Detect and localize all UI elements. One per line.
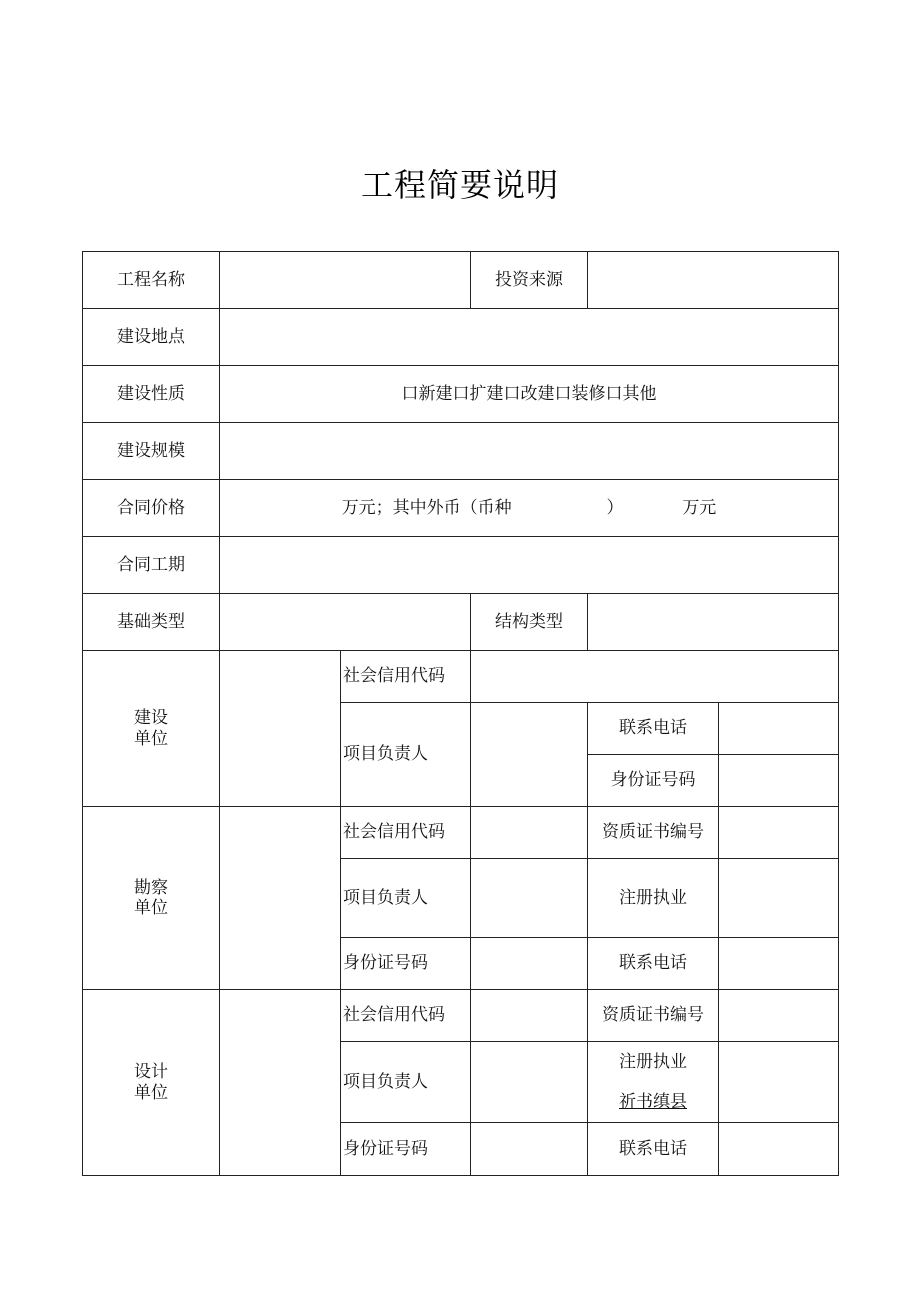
- page-title: 工程简要说明: [360, 166, 559, 204]
- scale-field[interactable]: [220, 423, 839, 480]
- construction-unit-row-1: [83, 651, 839, 703]
- project-name-field[interactable]: [220, 252, 471, 309]
- design-unit-label: 设计 单位: [83, 990, 220, 1176]
- survey-project-leader-label: 项目负责人: [341, 859, 471, 938]
- design-phone-field[interactable]: [719, 1123, 839, 1176]
- row-nature: [83, 366, 839, 423]
- survey-unit-row-1: [83, 807, 839, 859]
- survey-unit-label: 勘察 单位: [83, 807, 220, 990]
- contract-price-field[interactable]: [220, 480, 839, 537]
- row-scale: [83, 423, 839, 480]
- survey-credit-code-label: 社会信用代码: [341, 807, 471, 859]
- design-phone-label: 联系电话: [588, 1123, 719, 1176]
- construction-phone-field[interactable]: [719, 703, 839, 755]
- structure-type-label: 结构类型: [471, 594, 588, 651]
- design-id-number-field[interactable]: [471, 1123, 588, 1176]
- survey-phone-label: 联系电话: [588, 938, 719, 990]
- site-field[interactable]: [220, 309, 839, 366]
- survey-qualification-cert-label: 资质证书编号: [588, 807, 719, 859]
- row-contract-period: [83, 537, 839, 594]
- survey-qualification-cert-field[interactable]: [719, 807, 839, 859]
- survey-project-leader-field[interactable]: [471, 859, 588, 938]
- survey-id-number-label: 身份证号码: [341, 938, 471, 990]
- contract-price-text-3: 万元: [682, 497, 717, 518]
- project-summary-form: [82, 251, 839, 1176]
- survey-id-number-field[interactable]: [471, 938, 588, 990]
- construction-unit-name-field[interactable]: [220, 651, 341, 807]
- scale-label: 建设规模: [83, 423, 220, 480]
- investment-source-field[interactable]: [588, 252, 839, 309]
- contract-period-field[interactable]: [220, 537, 839, 594]
- contract-price-text-1: 万元；其中外币（币种: [341, 497, 512, 518]
- survey-unit-name-field[interactable]: [220, 807, 341, 990]
- contract-price-label: 合同价格: [83, 480, 220, 537]
- design-qualification-cert-field[interactable]: [719, 990, 839, 1042]
- contract-period-label: 合同工期: [83, 537, 220, 594]
- structure-type-field[interactable]: [588, 594, 839, 651]
- nature-options[interactable]: 口新建口扩建口改建口装修口其他: [220, 366, 839, 423]
- construction-id-number-label: 身份证号码: [588, 755, 719, 807]
- survey-phone-field[interactable]: [719, 938, 839, 990]
- construction-credit-code-label: 社会信用代码: [341, 651, 471, 703]
- row-contract-price: [83, 480, 839, 537]
- survey-registered-practice-label: 注册执业: [588, 859, 719, 938]
- contract-price-text-2: ）: [606, 497, 624, 518]
- design-id-number-label: 身份证号码: [341, 1123, 471, 1176]
- design-credit-code-label: 社会信用代码: [341, 990, 471, 1042]
- design-credit-code-field[interactable]: [471, 990, 588, 1042]
- nature-label: 建设性质: [83, 366, 220, 423]
- survey-registered-practice-field[interactable]: [719, 859, 839, 938]
- survey-credit-code-field[interactable]: [471, 807, 588, 859]
- design-unit-name-field[interactable]: [220, 990, 341, 1176]
- construction-id-number-field[interactable]: [719, 755, 839, 807]
- construction-project-leader-field[interactable]: [471, 703, 588, 807]
- row-project-name: [83, 252, 839, 309]
- construction-project-leader-label: 项目负责人: [341, 703, 471, 807]
- row-foundation-structure: [83, 594, 839, 651]
- row-site: [83, 309, 839, 366]
- foundation-type-field[interactable]: [220, 594, 471, 651]
- construction-unit-label: 建设 单位: [83, 651, 220, 807]
- investment-source-label: 投资来源: [471, 252, 588, 309]
- project-name-label: 工程名称: [83, 252, 220, 309]
- design-project-leader-field[interactable]: [471, 1042, 588, 1123]
- design-registered-practice-field[interactable]: [719, 1042, 839, 1123]
- design-project-leader-label: 项目负责人: [341, 1042, 471, 1123]
- site-label: 建设地点: [83, 309, 220, 366]
- construction-credit-code-field[interactable]: [471, 651, 839, 703]
- design-registered-practice-label: 注册执业 祈书缜县: [588, 1042, 719, 1123]
- construction-phone-label: 联系电话: [588, 703, 719, 755]
- design-unit-row-1: [83, 990, 839, 1042]
- design-qualification-cert-label: 资质证书编号: [588, 990, 719, 1042]
- foundation-type-label: 基础类型: [83, 594, 220, 651]
